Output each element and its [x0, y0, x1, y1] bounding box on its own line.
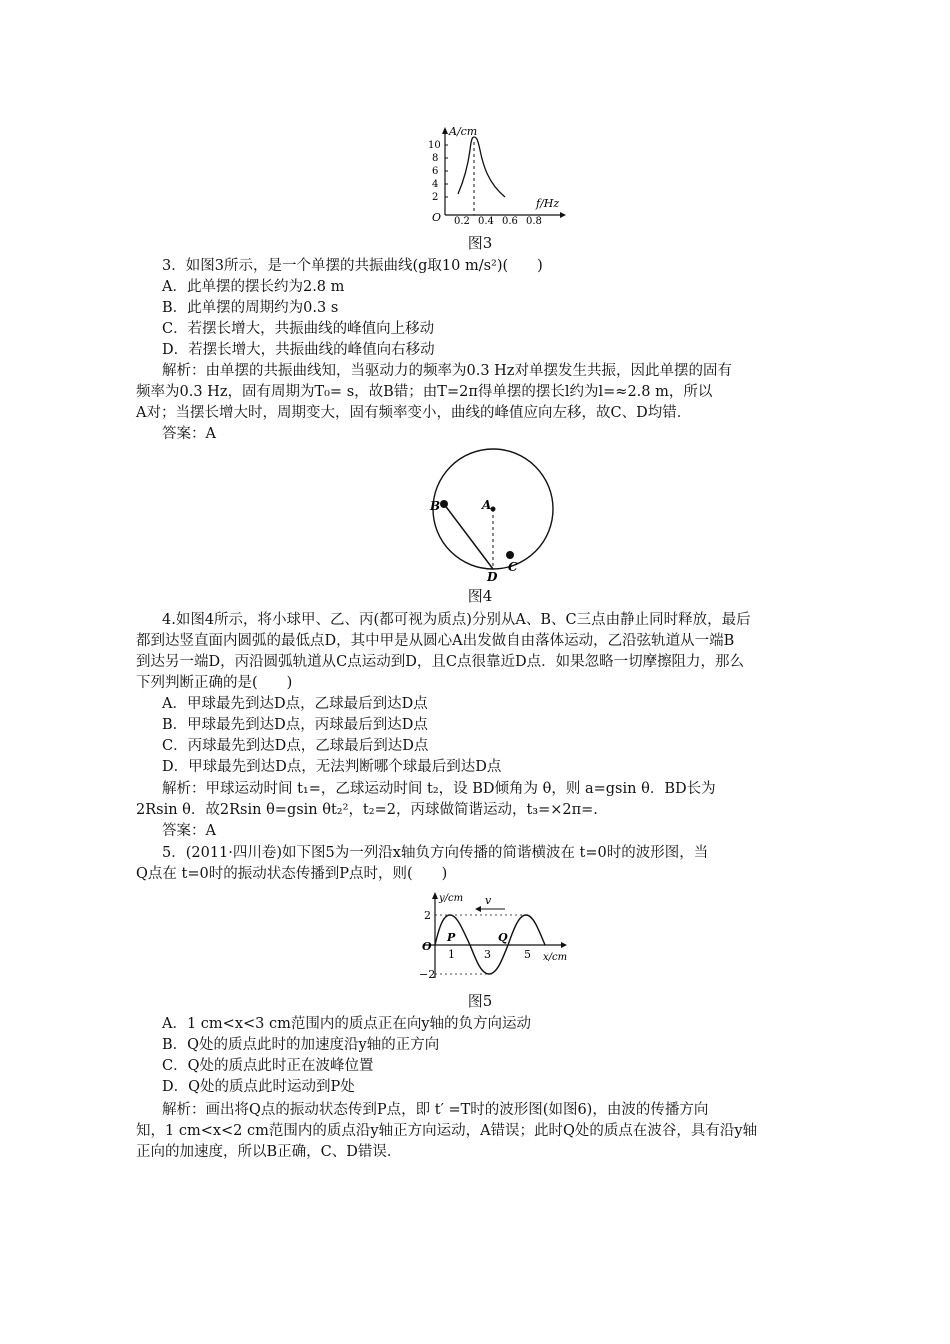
q3-analysis-line: 频率为0.3 Hz，固有周期为T₀= s，故B错；由T=2π得单摆的摆长l约为l=≈2.8 m，所以: [136, 384, 713, 400]
q5-stem-line: Q点在 t=0时的振动状态传播到P点时，则( ): [136, 866, 448, 882]
q5-analysis-line: 知，1 cm<x<2 cm范围内的质点沿y轴正方向运动，A错误；此时Q处的质点在波谷，具有沿y轴: [136, 1123, 758, 1139]
fig5-y-tick: 2: [424, 909, 431, 922]
label-c: C: [508, 560, 518, 574]
label-d: D: [487, 570, 498, 583]
q5-option-b: B．Q处的质点此时的加速度沿y轴的正方向: [162, 1037, 440, 1053]
figure-5-caption: 图5: [467, 992, 493, 1010]
q5-stem-line: 5．(2011·四川卷)如下图5为一列沿x轴负方向传播的简谐横波在 t=0时的波形图，当: [162, 845, 709, 861]
point-c-dot: [506, 551, 514, 559]
q5-option-c: C．Q处的质点此时正在波峰位置: [162, 1058, 374, 1074]
fig5-y-axis-label: y/cm: [439, 893, 464, 904]
q3-option-d: D．若摆长增大，共振曲线的峰值向右移动: [162, 342, 435, 358]
fig3-y-tick: 4: [432, 179, 439, 190]
fig3-x-axis-label: f/Hz: [536, 197, 560, 210]
fig3-y-tick: 10: [428, 140, 441, 151]
q5-option-a: A．1 cm<x<3 cm范围内的质点正在向y轴的负方向运动: [162, 1016, 532, 1032]
fig3-x-tick: 0.8: [526, 216, 542, 225]
point-p-label: P: [447, 931, 456, 944]
q4-analysis-line: 解析：甲球运动时间 t₁=，乙球运动时间 t₂，设 BD倾角为 θ，则 a=gsin θ．BD长为: [162, 781, 716, 797]
fig3-x-tick: 0.2: [454, 216, 470, 225]
q4-analysis-line: 2Rsin θ．故2Rsin θ=gsin θt₂²，t₂=2，丙球做简谐运动，t₃=×2π=.: [136, 802, 598, 818]
figure-3-resonance-curve: [420, 125, 570, 225]
q3-analysis-line: 解析：由单摆的共振曲线知，当驱动力的频率为0.3 Hz对单摆发生共振，因此单摆的固有: [162, 363, 732, 379]
label-a: A: [482, 498, 492, 512]
q3-option-a: A．此单摆的摆长约为2.8 m: [162, 279, 345, 295]
fig5-x-tick: 3: [484, 948, 491, 961]
fig3-x-tick: 0.6: [502, 216, 518, 225]
q4-option-d: D．甲球最先到达D点，无法判断哪个球最后到达D点: [162, 759, 502, 775]
q3-analysis-line: A对；当摆长增大时，周期变大，固有频率变小，曲线的峰值应向左移，故C、D均错．: [136, 405, 692, 421]
velocity-arrow-icon: [475, 906, 481, 912]
q3-option-b: B．此单摆的周期约为0.3 s: [162, 300, 339, 316]
q4-stem-line: 到达另一端D，丙沿圆弧轨道从C点运动到D，且C点很靠近D点．如果忽略一切摩擦阻力，那么: [136, 654, 745, 670]
figure-4-circle: [420, 448, 570, 583]
fig3-x-tick: 0.4: [478, 216, 494, 225]
q4-option-a: A．甲球最先到达D点，乙球最后到达D点: [162, 696, 428, 712]
velocity-label: v: [485, 894, 492, 907]
point-q-label: Q: [498, 931, 508, 944]
figure-3-caption: 图3: [467, 234, 493, 252]
label-b: B: [430, 499, 441, 513]
fig5-x-tick: 1: [448, 948, 455, 961]
figure-5-waveform: [415, 890, 575, 982]
figure-4-caption: 图4: [467, 587, 493, 605]
fig3-y-tick: 2: [432, 192, 439, 203]
q4-answer: 答案：A: [162, 823, 216, 839]
q3-answer: 答案：A: [162, 426, 216, 442]
q4-option-b: B．甲球最先到达D点，丙球最后到达D点: [162, 717, 428, 733]
q3-option-c: C．若摆长增大，共振曲线的峰值向上移动: [162, 321, 435, 337]
fig3-y-tick: 6: [432, 166, 439, 177]
fig5-x-axis-label: x/cm: [543, 952, 568, 963]
fig5-origin: O: [422, 940, 432, 953]
q5-option-d: D．Q处的质点此时运动到P处: [162, 1079, 355, 1095]
q4-stem-line: 4.如图4所示，将小球甲、乙、丙(都可视为质点)分别从A、B、C三点由静止同时释放，最后: [162, 612, 751, 628]
fig5-x-tick: 5: [524, 948, 531, 961]
q4-stem-line: 都到达竖直面内圆弧的最低点D，其中甲是从圆心A出发做自由落体运动，乙沿弦轨道从一端B: [136, 633, 735, 649]
fig3-y-axis-label: A/cm: [449, 125, 478, 138]
point-b-dot: [440, 500, 448, 508]
fig5-y-tick: −2: [419, 968, 436, 981]
fig3-y-tick: 8: [432, 153, 439, 164]
q5-analysis-line: 解析：画出将Q点的振动状态传到P点，即 t′ =T时的波形图(如图6)，由波的传播方向: [162, 1102, 709, 1118]
q4-stem-line: 下列判断正确的是( ): [136, 675, 293, 691]
q4-option-c: C．丙球最先到达D点，乙球最后到达D点: [162, 738, 429, 754]
q3-stem: 3．如图3所示，是一个单摆的共振曲线(g取10 m/s²)( ): [162, 258, 543, 274]
q5-analysis-line: 正向的加速度，所以B正确，C、D错误．: [136, 1144, 402, 1160]
fig3-origin: O: [432, 211, 442, 224]
fig3-resonance-curve: [458, 137, 505, 197]
